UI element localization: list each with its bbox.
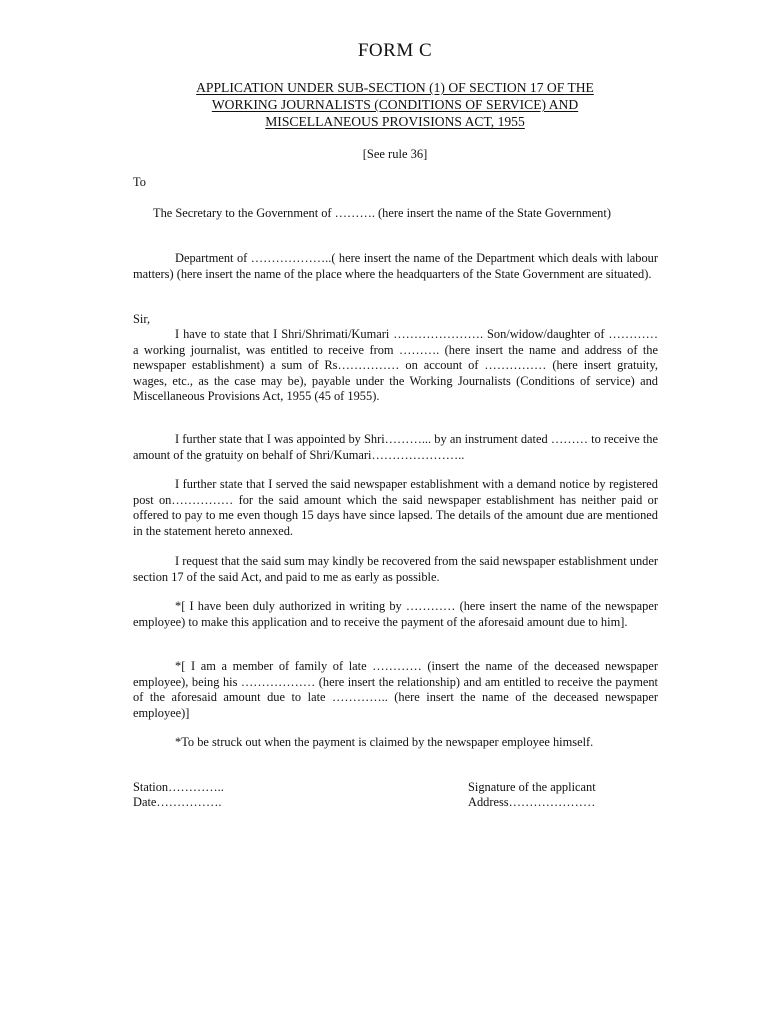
heading-line: MISCELLANEOUS PROVISIONS ACT, 1955 xyxy=(265,114,525,129)
salutation: Sir, xyxy=(133,312,151,326)
secretary-paragraph: The Secretary to the Government of ………. (here insert the name of the State Government) xyxy=(153,206,611,220)
heading-line: APPLICATION UNDER SUB-SECTION (1) OF SECTION 17 OF THE xyxy=(196,80,594,95)
authorization-paragraph: *[ I have been duly authorized in writing by ………… (here insert the name of the newspaper employee) to make this application and to receive the payment of the aforesaid amount due to him]. xyxy=(133,599,658,629)
strike-out-note: *To be struck out when the payment is claimed by the newspaper employee himself. xyxy=(175,735,594,749)
applicant-signature-line: Signature of the applicant xyxy=(468,780,596,794)
date-line: Date……………. xyxy=(133,795,222,809)
station-line: Station………….. xyxy=(133,780,224,794)
applicant-address-line: Address………………… xyxy=(468,795,596,809)
demand-notice-paragraph: I further state that I served the said newspaper establishment with a demand notice by registered post on…………… for the said amount which the said newspaper establishment has neither paid or offered to pay to me even though 15 days have since lapsed. The details of the amount due are mentioned in the statement hereto annexed. xyxy=(133,477,658,538)
family-member-paragraph: *[ I am a member of family of late ………… (insert the name of the deceased newspaper employee), being his ……………… (here insert the relationship) and am entitled to receive the payment of the aforesaid amount due to late ………….. (here insert the name of the deceased newspaper employee)] xyxy=(133,659,658,720)
addressee-to: To xyxy=(133,175,146,189)
request-paragraph: I request that the said sum may kindly be recovered from the said newspaper establishment under section 17 of the said Act, and paid to me as early as possible. xyxy=(133,554,658,584)
heading-line: WORKING JOURNALISTS (CONDITIONS OF SERVICE) AND xyxy=(211,97,579,112)
entitlement-paragraph: I have to state that I Shri/Shrimati/Kumari …………………. Son/widow/daughter of ………… a working journalist, was entitled to receive from ………. (here insert the name and address of the newspaper establishment) a sum of Rs…………… on account of …………… (here insert gratuity, wages, etc., as the case may be), payable under the Working Journalists (Conditions of service) and Miscellaneous Provisions Act, 1955 (45 of 1955). xyxy=(133,327,658,404)
appointment-paragraph: I further state that I was appointed by Shri………... by an instrument dated ……… to receive the amount of the gratuity on behalf of Shri/Kumari………………….. xyxy=(133,432,658,462)
department-paragraph: Department of ………………..( here insert the name of the Department which deals with labour matters) (here insert the name of the place where the headquarters of the State Government are situated). xyxy=(133,251,658,281)
form-title: FORM C xyxy=(357,40,433,61)
form-heading xyxy=(133,79,657,130)
rule-reference: [See rule 36] xyxy=(362,147,428,161)
